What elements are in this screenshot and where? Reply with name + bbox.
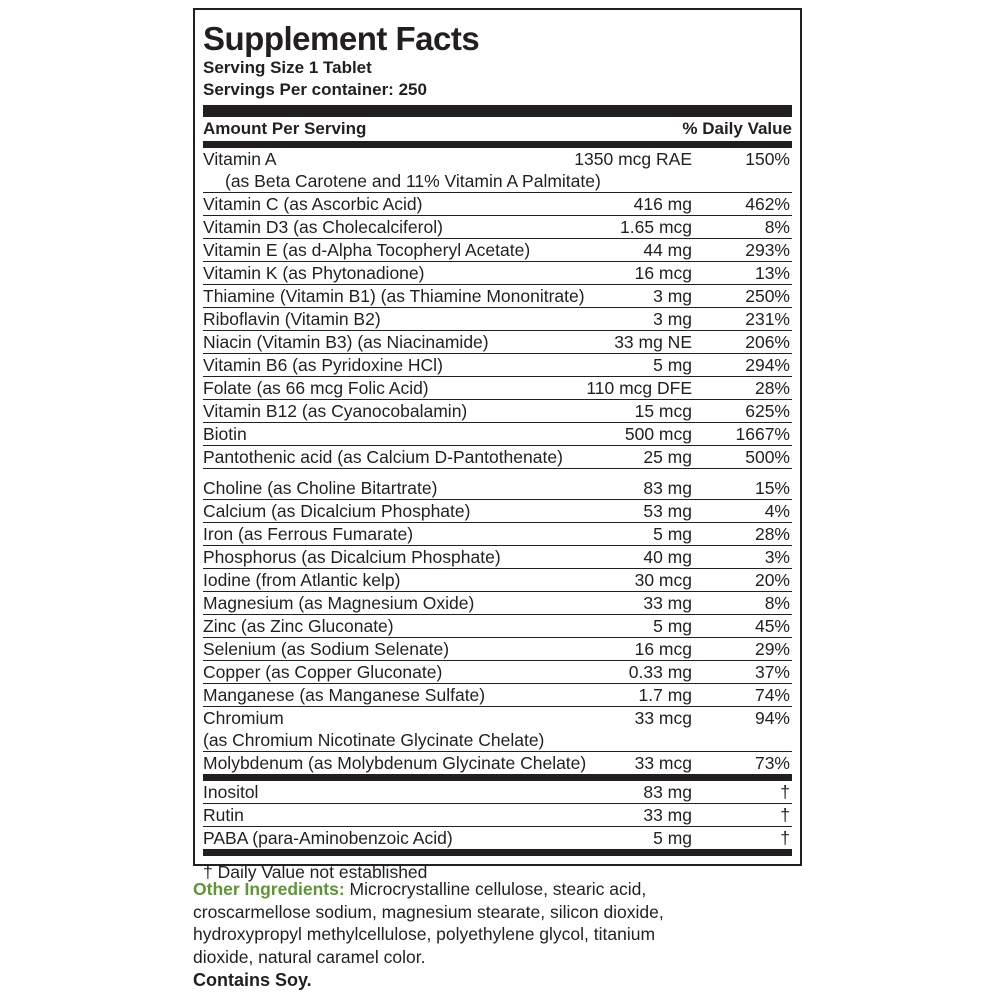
nutrient-row	[203, 523, 792, 546]
nutrient-row	[203, 400, 792, 423]
nutrient-name: Thiamine (Vitamin B1) (as Thiamine Mononitrate)	[203, 286, 585, 306]
nutrient-row	[203, 308, 792, 331]
nutrient-row	[203, 752, 792, 774]
nutrient-daily-value: †	[780, 805, 790, 825]
nutrient-name: Chromium	[203, 708, 284, 728]
nutrient-daily-value: 28%	[754, 524, 790, 544]
nutrient-row	[203, 446, 792, 469]
nutrient-amount: 25 mg	[643, 447, 692, 467]
nutrient-daily-value: 500%	[745, 447, 790, 467]
nutrient-daily-value: 45%	[754, 616, 790, 636]
nutrient-row	[203, 707, 792, 752]
nutrient-daily-value: 28%	[754, 378, 790, 398]
nutrient-daily-value: 74%	[754, 685, 790, 705]
amount-per-serving-header: Amount Per Serving	[203, 119, 367, 138]
nutrient-name: Niacin (Vitamin B3) (as Niacinamide)	[203, 332, 489, 352]
nutrient-row	[203, 193, 792, 216]
other-ingredients	[193, 878, 713, 968]
nutrient-row	[203, 781, 792, 804]
nutrient-name: Iron (as Ferrous Fumarate)	[203, 524, 414, 544]
nutrient-name: Biotin	[203, 424, 247, 444]
nutrient-name: Pantothenic acid (as Calcium D-Pantothenate)	[203, 447, 563, 467]
nutrient-name: Vitamin C (as Ascorbic Acid)	[203, 194, 423, 214]
nutrient-amount: 16 mcg	[634, 263, 692, 283]
nutrient-daily-value: 37%	[754, 662, 790, 682]
nutrient-daily-value: 20%	[754, 570, 790, 590]
nutrient-amount: 500 mcg	[624, 424, 692, 444]
nutrient-daily-value: 206%	[745, 332, 790, 352]
other-ingredients-label: Other Ingredients:	[193, 879, 345, 899]
nutrient-list	[203, 148, 792, 774]
nutrient-amount: 1.65 mcg	[620, 217, 692, 237]
nutrient-name: Iodine (from Atlantic kelp)	[203, 570, 401, 590]
nutrient-amount: 1.7 mg	[638, 685, 692, 705]
nutrient-name: Phosphorus (as Dicalcium Phosphate)	[203, 547, 501, 567]
nutrient-daily-value: 13%	[754, 263, 790, 283]
nutrient-amount: 3 mg	[653, 309, 692, 329]
nutrient-row	[203, 477, 792, 500]
nutrient-name: Inositol	[203, 782, 259, 802]
nutrient-amount: 33 mg NE	[614, 332, 692, 352]
nutrient-name: Selenium (as Sodium Selenate)	[203, 639, 450, 659]
nutrient-amount: 44 mg	[643, 240, 692, 260]
nutrient-name: Choline (as Choline Bitartrate)	[203, 478, 438, 498]
nutrient-amount: 16 mcg	[634, 639, 692, 659]
nutrient-row	[203, 216, 792, 239]
panel-title: Supplement Facts	[203, 20, 480, 57]
nutrient-row	[203, 262, 792, 285]
nutrient-daily-value: 1667%	[735, 424, 790, 444]
nutrient-row	[203, 638, 792, 661]
nutrient-amount: 53 mg	[643, 501, 692, 521]
nutrient-daily-value: 462%	[745, 194, 790, 214]
footnote: † Daily Value not established	[203, 862, 428, 882]
nutrient-amount: 83 mg	[643, 782, 692, 802]
nutrient-daily-value: 29%	[754, 639, 790, 659]
nutrient-amount: 15 mcg	[634, 401, 692, 421]
nutrient-row	[203, 804, 792, 827]
nutrient-daily-value: 8%	[764, 217, 790, 237]
nutrient-daily-value: 231%	[745, 309, 790, 329]
nutrient-source: (as Chromium Nicotinate Glycinate Chelate)	[203, 730, 545, 750]
nutrient-row	[203, 285, 792, 308]
nutrient-name: Magnesium (as Magnesium Oxide)	[203, 593, 475, 613]
nutrient-amount: 1350 mcg RAE	[574, 149, 692, 169]
supplement-facts-panel	[193, 8, 802, 882]
nutrient-row	[203, 592, 792, 615]
nutrient-daily-value: 4%	[764, 501, 790, 521]
nutrient-row	[203, 354, 792, 377]
nutrient-daily-value: 15%	[754, 478, 790, 498]
nutrient-amount: 0.33 mg	[628, 662, 692, 682]
nutrient-daily-value: 625%	[745, 401, 790, 421]
footnote-divider	[203, 849, 792, 856]
nutrient-row	[203, 684, 792, 707]
nutrient-amount: 30 mcg	[634, 570, 692, 590]
nutrient-row	[203, 239, 792, 262]
nutrient-name: Vitamin K (as Phytonadione)	[203, 263, 425, 283]
nutrient-name: Manganese (as Manganese Sulfate)	[203, 685, 486, 705]
nutrient-amount: 5 mg	[653, 524, 692, 544]
column-header	[203, 117, 792, 141]
nutrient-daily-value: 150%	[745, 149, 790, 169]
nutrient-name: PABA (para-Aminobenzoic Acid)	[203, 828, 453, 848]
nutrient-amount: 5 mg	[653, 828, 692, 848]
nutrient-name: Vitamin E (as d-Alpha Tocopheryl Acetate)	[203, 240, 531, 260]
servings-per-container: Servings Per container: 250	[203, 80, 427, 99]
nutrient-row	[203, 148, 792, 193]
nutrient-amount: 5 mg	[653, 616, 692, 636]
nutrient-daily-value: 293%	[745, 240, 790, 260]
nutrient-amount: 110 mcg DFE	[586, 378, 692, 398]
nutrient-name: Vitamin D3 (as Cholecalciferol)	[203, 217, 443, 237]
nutrient-name: Molybdenum (as Molybdenum Glycinate Chelate)	[203, 753, 587, 773]
nutrient-amount: 416 mg	[633, 194, 692, 214]
nutrient-daily-value: 250%	[745, 286, 790, 306]
other-divider	[203, 774, 792, 781]
nutrient-row	[203, 546, 792, 569]
nutrient-name: Vitamin B6 (as Pyridoxine HCl)	[203, 355, 443, 375]
header-divider	[203, 141, 792, 148]
other-nutrient-list	[203, 781, 792, 849]
nutrient-name: Riboflavin (Vitamin B2)	[203, 309, 381, 329]
nutrient-row	[203, 661, 792, 684]
nutrient-daily-value: 294%	[745, 355, 790, 375]
nutrient-name: Vitamin A	[203, 149, 277, 169]
nutrient-daily-value: †	[780, 782, 790, 802]
nutrient-amount: 33 mcg	[634, 708, 692, 728]
serving-size: Serving Size 1 Tablet	[203, 58, 372, 77]
nutrient-daily-value: 8%	[764, 593, 790, 613]
nutrient-daily-value: 73%	[754, 753, 790, 773]
nutrient-amount: 83 mg	[643, 478, 692, 498]
allergen-statement: Contains Soy.	[193, 970, 312, 990]
nutrient-row	[203, 331, 792, 354]
nutrient-amount: 5 mg	[653, 355, 692, 375]
nutrient-source: (as Beta Carotene and 11% Vitamin A Palmitate)	[225, 171, 601, 191]
nutrient-name: Copper (as Copper Gluconate)	[203, 662, 443, 682]
nutrient-row	[203, 500, 792, 523]
nutrient-name: Folate (as 66 mcg Folic Acid)	[203, 378, 429, 398]
thick-divider	[203, 105, 792, 117]
other-ingredients-text: Microcrystalline cellulose, stearic acid, croscarmellose sodium, magnesium stearate, silicon dioxide, hydroxypropyl methylcellulose, polyethylene glycol, titanium dioxide, natural caramel color.	[193, 879, 664, 967]
nutrient-name: Zinc (as Zinc Gluconate)	[203, 616, 394, 636]
nutrient-row	[203, 827, 792, 849]
nutrient-row	[203, 377, 792, 400]
nutrient-row	[203, 423, 792, 446]
nutrient-amount: 33 mg	[643, 805, 692, 825]
nutrient-amount: 33 mcg	[634, 753, 692, 773]
nutrient-amount: 3 mg	[653, 286, 692, 306]
nutrient-amount: 33 mg	[643, 593, 692, 613]
nutrient-name: Calcium (as Dicalcium Phosphate)	[203, 501, 471, 521]
nutrient-name: Rutin	[203, 805, 244, 825]
nutrient-amount: 40 mg	[643, 547, 692, 567]
nutrient-row	[203, 569, 792, 592]
nutrient-daily-value: 3%	[764, 547, 790, 567]
nutrient-daily-value: 94%	[754, 708, 790, 728]
nutrient-daily-value: †	[780, 828, 790, 848]
nutrient-row	[203, 615, 792, 638]
daily-value-header: % Daily Value	[682, 119, 792, 138]
nutrient-name: Vitamin B12 (as Cyanocobalamin)	[203, 401, 468, 421]
